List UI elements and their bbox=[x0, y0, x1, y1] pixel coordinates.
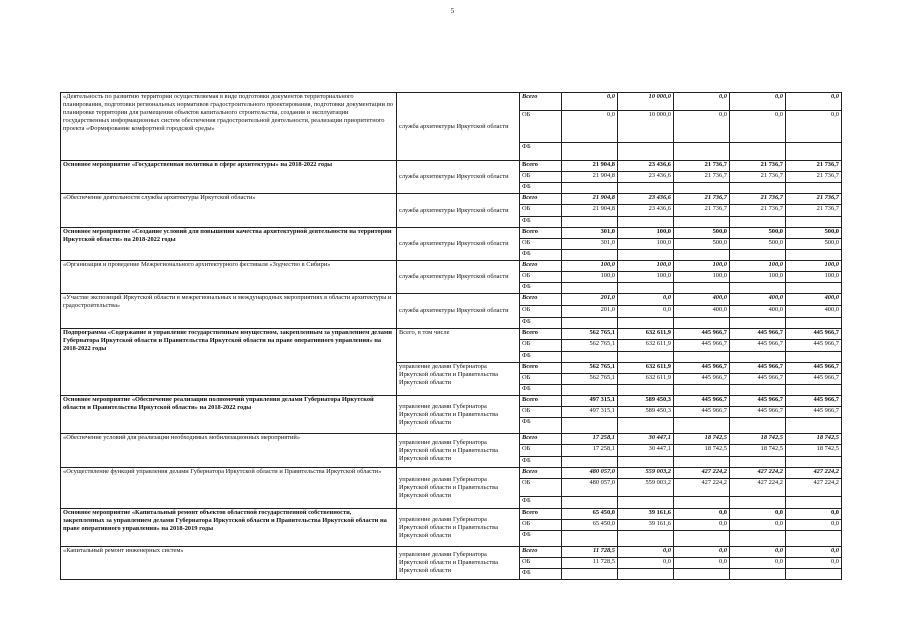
value-cell bbox=[730, 457, 786, 468]
value-cell: 0,0 bbox=[730, 558, 786, 569]
value-cell: 100,0 bbox=[562, 272, 618, 283]
value-cell: 445 966,7 bbox=[786, 407, 842, 418]
budget-table bbox=[60, 92, 842, 580]
value-cell: 100,0 bbox=[786, 261, 842, 272]
value-cell bbox=[786, 497, 842, 509]
executor-cell: управление делами Губернатора Иркутской области и Правительства Иркутской области bbox=[397, 396, 520, 434]
value-cell: 21 736,7 bbox=[786, 194, 842, 205]
value-cell bbox=[730, 217, 786, 228]
value-cell: 0,0 bbox=[674, 520, 730, 531]
value-cell bbox=[786, 318, 842, 329]
funding-source-cell: ОБ bbox=[520, 340, 562, 352]
value-cell: 500,0 bbox=[674, 239, 730, 250]
value-cell: 427 224,2 bbox=[730, 479, 786, 497]
funding-source-cell: Всего bbox=[520, 547, 562, 558]
value-cell: 21 736,7 bbox=[674, 172, 730, 183]
value-cell bbox=[618, 457, 674, 468]
value-cell: 559 003,2 bbox=[618, 468, 674, 479]
value-cell: 21 736,7 bbox=[786, 205, 842, 217]
value-cell: 400,0 bbox=[674, 306, 730, 318]
value-cell: 445 966,7 bbox=[786, 340, 842, 352]
value-cell: 0,0 bbox=[562, 111, 618, 143]
funding-source-cell: Всего bbox=[520, 329, 562, 340]
value-cell: 427 224,2 bbox=[786, 479, 842, 497]
funding-source-cell: Всего bbox=[520, 509, 562, 520]
table-row bbox=[61, 261, 842, 272]
value-cell: 562 765,1 bbox=[562, 374, 618, 385]
value-cell bbox=[674, 457, 730, 468]
executor-cell: управление делами Губернатора Иркутской области и Правительства Иркутской области bbox=[397, 468, 520, 509]
value-cell: 0,0 bbox=[786, 558, 842, 569]
value-cell: 445 966,7 bbox=[674, 363, 730, 374]
measure-description: Основное мероприятие «Государственная политика в сфере архитектуры» на 2018-2022 годы bbox=[61, 161, 397, 194]
value-cell bbox=[730, 283, 786, 294]
value-cell: 0,0 bbox=[730, 509, 786, 520]
value-cell: 0,0 bbox=[674, 558, 730, 569]
table-row bbox=[61, 228, 842, 239]
value-cell: 100,0 bbox=[730, 272, 786, 283]
funding-source-cell: ФБ bbox=[520, 352, 562, 363]
funding-source-cell: Всего bbox=[520, 468, 562, 479]
value-cell bbox=[674, 497, 730, 509]
value-cell: 21 736,7 bbox=[674, 194, 730, 205]
measure-description: Основное мероприятие «Обеспечение реализации полномочий управления делами Губернатора Иркутской области и Правительства Иркутской области» на 2018-2022 годы bbox=[61, 396, 397, 434]
value-cell bbox=[730, 418, 786, 434]
value-cell bbox=[786, 183, 842, 194]
funding-source-cell: ФБ bbox=[520, 497, 562, 509]
executor-cell: служба архитектуры Иркутской области bbox=[397, 161, 520, 194]
value-cell bbox=[674, 318, 730, 329]
value-cell: 445 966,7 bbox=[786, 363, 842, 374]
value-cell bbox=[562, 531, 618, 547]
value-cell bbox=[562, 183, 618, 194]
value-cell: 0,0 bbox=[786, 509, 842, 520]
value-cell: 0,0 bbox=[618, 558, 674, 569]
funding-source-cell: Всего bbox=[520, 194, 562, 205]
value-cell: 18 742,5 bbox=[786, 434, 842, 445]
funding-source-cell: ФБ bbox=[520, 143, 562, 161]
table-row bbox=[61, 329, 842, 340]
value-cell: 201,0 bbox=[562, 294, 618, 306]
value-cell bbox=[674, 352, 730, 363]
measure-description: «Обеспечение деятельности службы архитектуры Иркутской области» bbox=[61, 194, 397, 228]
value-cell: 427 224,2 bbox=[786, 468, 842, 479]
table-row bbox=[61, 396, 842, 407]
value-cell bbox=[786, 250, 842, 261]
value-cell: 23 436,6 bbox=[618, 194, 674, 205]
value-cell: 445 966,7 bbox=[786, 396, 842, 407]
value-cell bbox=[562, 569, 618, 580]
value-cell bbox=[618, 352, 674, 363]
value-cell: 39 161,6 bbox=[618, 509, 674, 520]
table-row bbox=[61, 93, 842, 111]
value-cell: 400,0 bbox=[674, 294, 730, 306]
funding-source-cell: Всего bbox=[520, 93, 562, 111]
funding-source-cell: ФБ bbox=[520, 569, 562, 580]
value-cell: 445 966,7 bbox=[674, 407, 730, 418]
value-cell: 100,0 bbox=[786, 272, 842, 283]
value-cell bbox=[786, 569, 842, 580]
value-cell: 500,0 bbox=[730, 239, 786, 250]
value-cell: 445 966,7 bbox=[674, 329, 730, 340]
funding-source-cell: ОБ bbox=[520, 479, 562, 497]
value-cell bbox=[618, 283, 674, 294]
value-cell: 21 736,7 bbox=[674, 161, 730, 172]
value-cell: 21 736,7 bbox=[786, 161, 842, 172]
value-cell: 400,0 bbox=[730, 294, 786, 306]
value-cell bbox=[562, 352, 618, 363]
funding-source-cell: ОБ bbox=[520, 445, 562, 457]
value-cell: 632 611,9 bbox=[618, 374, 674, 385]
value-cell: 18 742,5 bbox=[730, 445, 786, 457]
funding-source-cell: ФБ bbox=[520, 418, 562, 434]
value-cell: 0,0 bbox=[730, 547, 786, 558]
measure-description: Подпрограмма «Содержание и управление государственным имуществом, закрепленным за управлением делами Губернатора Иркутской области и Правительства Иркутской области на праве оперативного управления» на 2018-2022 годы bbox=[61, 329, 397, 396]
value-cell bbox=[562, 385, 618, 396]
funding-source-cell: ОБ bbox=[520, 558, 562, 569]
funding-source-cell: ОБ bbox=[520, 272, 562, 283]
value-cell: 559 003,2 bbox=[618, 479, 674, 497]
value-cell: 201,0 bbox=[562, 306, 618, 318]
value-cell: 65 450,0 bbox=[562, 520, 618, 531]
value-cell bbox=[786, 217, 842, 228]
table-row bbox=[61, 509, 842, 520]
value-cell: 21 904,8 bbox=[562, 194, 618, 205]
value-cell bbox=[618, 385, 674, 396]
measure-description: «Осуществление функций управления делами Губернатора Иркутской области и Правительства Иркутской области» bbox=[61, 468, 397, 509]
value-cell: 21 736,7 bbox=[730, 194, 786, 205]
executor-cell: управление делами Губернатора Иркутской области и Правительства Иркутской области bbox=[397, 547, 520, 580]
value-cell bbox=[618, 143, 674, 161]
value-cell: 500,0 bbox=[730, 228, 786, 239]
value-cell bbox=[562, 418, 618, 434]
value-cell: 632 611,9 bbox=[618, 340, 674, 352]
measure-description: «Организация и проведение Межрегионального архитектурного фестиваля «Зодчество в Сибири» bbox=[61, 261, 397, 294]
value-cell: 21 736,7 bbox=[674, 205, 730, 217]
value-cell: 0,0 bbox=[674, 509, 730, 520]
measure-description: «Деятельность по развитию территории осуществляемая в виде подготовки документов территориального планирования, подготовки региональных нормативов градостроительного проектирования, подготовки документации по планировке территории для размещения объектов капитального строительства, создания и эксплуатации государственных информационных систем обеспечения градостроительной деятельности, реализации приоритетного проекта «Формирование комфортной городской среды» bbox=[61, 93, 397, 161]
funding-source-cell: Всего bbox=[520, 434, 562, 445]
value-cell: 21 904,8 bbox=[562, 205, 618, 217]
value-cell: 100,0 bbox=[618, 261, 674, 272]
value-cell: 0,0 bbox=[730, 93, 786, 111]
executor-cell: служба архитектуры Иркутской области bbox=[397, 228, 520, 261]
funding-source-cell: Всего bbox=[520, 261, 562, 272]
value-cell bbox=[730, 497, 786, 509]
value-cell: 480 057,0 bbox=[562, 468, 618, 479]
funding-source-cell: ФБ bbox=[520, 283, 562, 294]
funding-source-cell: ФБ bbox=[520, 531, 562, 547]
value-cell: 445 966,7 bbox=[786, 329, 842, 340]
funding-source-cell: ФБ bbox=[520, 457, 562, 468]
table-row bbox=[61, 194, 842, 205]
table-row bbox=[61, 161, 842, 172]
funding-source-cell: ФБ bbox=[520, 183, 562, 194]
funding-source-cell: ОБ bbox=[520, 520, 562, 531]
executor-cell: управление делами Губернатора Иркутской области и Правительства Иркутской области bbox=[397, 509, 520, 547]
value-cell: 100,0 bbox=[618, 239, 674, 250]
value-cell: 23 436,6 bbox=[618, 205, 674, 217]
value-cell bbox=[730, 569, 786, 580]
value-cell: 445 966,7 bbox=[674, 374, 730, 385]
value-cell: 21 904,8 bbox=[562, 161, 618, 172]
value-cell: 445 966,7 bbox=[730, 396, 786, 407]
value-cell: 0,0 bbox=[786, 111, 842, 143]
value-cell bbox=[618, 418, 674, 434]
value-cell: 445 966,7 bbox=[730, 329, 786, 340]
value-cell bbox=[618, 569, 674, 580]
value-cell: 445 966,7 bbox=[730, 374, 786, 385]
value-cell: 400,0 bbox=[730, 306, 786, 318]
value-cell bbox=[674, 217, 730, 228]
value-cell: 0,0 bbox=[786, 93, 842, 111]
funding-source-cell: Всего bbox=[520, 161, 562, 172]
funding-source-cell: Всего bbox=[520, 294, 562, 306]
value-cell bbox=[730, 143, 786, 161]
funding-source-cell: ОБ bbox=[520, 374, 562, 385]
value-cell bbox=[786, 143, 842, 161]
value-cell: 0,0 bbox=[674, 547, 730, 558]
value-cell bbox=[618, 531, 674, 547]
value-cell: 17 258,1 bbox=[562, 445, 618, 457]
funding-source-cell: ОБ bbox=[520, 407, 562, 418]
value-cell: 21 736,7 bbox=[730, 172, 786, 183]
value-cell bbox=[674, 418, 730, 434]
value-cell: 427 224,2 bbox=[730, 468, 786, 479]
value-cell: 445 966,7 bbox=[674, 340, 730, 352]
value-cell: 0,0 bbox=[730, 111, 786, 143]
value-cell: 18 742,5 bbox=[674, 434, 730, 445]
value-cell: 100,0 bbox=[730, 261, 786, 272]
measure-description: «Участие экспозиций Иркутской области в межрегиональных и международных мероприятиях в области архитектуры и градостроительства» bbox=[61, 294, 397, 329]
value-cell: 0,0 bbox=[674, 93, 730, 111]
value-cell: 23 436,6 bbox=[618, 172, 674, 183]
value-cell: 589 450,3 bbox=[618, 396, 674, 407]
value-cell bbox=[618, 217, 674, 228]
value-cell: 100,0 bbox=[674, 261, 730, 272]
value-cell: 301,0 bbox=[562, 239, 618, 250]
funding-source-cell: Всего bbox=[520, 396, 562, 407]
measure-description: Основное мероприятие «Капитальный ремонт объектов областной государственной собственности, закрепленных за управлением делами Губернатора Иркутской области и Правительства Иркутской области на праве оперативного управления» на 2018-2019 годы bbox=[61, 509, 397, 547]
value-cell bbox=[786, 352, 842, 363]
funding-source-cell: ОБ bbox=[520, 306, 562, 318]
value-cell bbox=[730, 352, 786, 363]
value-cell bbox=[562, 497, 618, 509]
value-cell bbox=[674, 385, 730, 396]
value-cell bbox=[562, 143, 618, 161]
measure-description: «Обеспечение условий для реализации необходимых мобилизационных мероприятий» bbox=[61, 434, 397, 468]
value-cell: 589 450,3 bbox=[618, 407, 674, 418]
value-cell bbox=[730, 250, 786, 261]
executor-cell: служба архитектуры Иркутской области bbox=[397, 93, 520, 161]
value-cell: 445 966,7 bbox=[730, 407, 786, 418]
value-cell bbox=[618, 497, 674, 509]
value-cell: 0,0 bbox=[730, 520, 786, 531]
value-cell: 427 224,2 bbox=[674, 468, 730, 479]
value-cell: 500,0 bbox=[674, 228, 730, 239]
funding-source-cell: ОБ bbox=[520, 239, 562, 250]
value-cell: 0,0 bbox=[618, 294, 674, 306]
value-cell: 30 447,1 bbox=[618, 445, 674, 457]
value-cell: 30 447,1 bbox=[618, 434, 674, 445]
value-cell: 400,0 bbox=[786, 294, 842, 306]
value-cell: 0,0 bbox=[618, 547, 674, 558]
value-cell bbox=[674, 183, 730, 194]
value-cell: 21 736,7 bbox=[786, 172, 842, 183]
value-cell: 21 736,7 bbox=[730, 205, 786, 217]
value-cell: 445 966,7 bbox=[674, 396, 730, 407]
value-cell bbox=[562, 283, 618, 294]
value-cell bbox=[786, 283, 842, 294]
table-row bbox=[61, 468, 842, 479]
value-cell: 445 966,7 bbox=[786, 374, 842, 385]
value-cell bbox=[674, 283, 730, 294]
funding-source-cell: ОБ bbox=[520, 205, 562, 217]
value-cell bbox=[674, 143, 730, 161]
value-cell bbox=[618, 318, 674, 329]
value-cell: 427 224,2 bbox=[674, 479, 730, 497]
value-cell bbox=[674, 531, 730, 547]
value-cell: 562 765,1 bbox=[562, 340, 618, 352]
value-cell: 65 450,0 bbox=[562, 509, 618, 520]
funding-source-cell: ОБ bbox=[520, 172, 562, 183]
value-cell: 497 315,1 bbox=[562, 396, 618, 407]
value-cell: 11 728,5 bbox=[562, 558, 618, 569]
value-cell bbox=[674, 250, 730, 261]
value-cell: 497 315,1 bbox=[562, 407, 618, 418]
value-cell: 445 966,7 bbox=[730, 363, 786, 374]
executor-cell: управление делами Губернатора Иркутской области и Правительства Иркутской области bbox=[397, 434, 520, 468]
value-cell: 18 742,5 bbox=[730, 434, 786, 445]
value-cell: 21 904,8 bbox=[562, 172, 618, 183]
value-cell: 100,0 bbox=[618, 272, 674, 283]
value-cell: 17 258,1 bbox=[562, 434, 618, 445]
value-cell: 21 736,7 bbox=[730, 161, 786, 172]
value-cell: 0,0 bbox=[618, 306, 674, 318]
value-cell: 480 057,0 bbox=[562, 479, 618, 497]
funding-source-cell: ФБ bbox=[520, 250, 562, 261]
value-cell: 0,0 bbox=[786, 547, 842, 558]
funding-source-cell: ФБ bbox=[520, 318, 562, 329]
value-cell: 23 436,6 bbox=[618, 161, 674, 172]
value-cell bbox=[786, 385, 842, 396]
value-cell: 0,0 bbox=[562, 93, 618, 111]
executor-cell: управление делами Губернатора Иркутской области и Правительства Иркутской области bbox=[397, 363, 520, 396]
funding-source-cell: Всего bbox=[520, 228, 562, 239]
value-cell: 500,0 bbox=[786, 228, 842, 239]
value-cell bbox=[562, 318, 618, 329]
value-cell: 500,0 bbox=[786, 239, 842, 250]
table-row bbox=[61, 547, 842, 558]
executor-cell: служба архитектуры Иркутской области bbox=[397, 261, 520, 294]
table-row bbox=[61, 294, 842, 306]
value-cell: 10 000,0 bbox=[618, 111, 674, 143]
value-cell: 562 765,1 bbox=[562, 329, 618, 340]
value-cell bbox=[730, 318, 786, 329]
value-cell bbox=[618, 183, 674, 194]
executor-cell: служба архитектуры Иркутской области bbox=[397, 194, 520, 228]
value-cell: 100,0 bbox=[674, 272, 730, 283]
value-cell bbox=[562, 250, 618, 261]
value-cell: 0,0 bbox=[674, 111, 730, 143]
measure-description: «Капитальный ремонт инженерных систем» bbox=[61, 547, 397, 580]
value-cell: 18 742,5 bbox=[674, 445, 730, 457]
value-cell: 632 611,9 bbox=[618, 329, 674, 340]
value-cell: 301,0 bbox=[562, 228, 618, 239]
value-cell: 11 728,5 bbox=[562, 547, 618, 558]
funding-source-cell: ФБ bbox=[520, 217, 562, 228]
value-cell: 18 742,5 bbox=[786, 445, 842, 457]
value-cell: 10 000,0 bbox=[618, 93, 674, 111]
measure-description: Основное мероприятие «Создание условий для повышения качества архитектурной деятельности на территории Иркутской области» на 2018-2022 годы bbox=[61, 228, 397, 261]
value-cell bbox=[674, 569, 730, 580]
value-cell bbox=[562, 217, 618, 228]
value-cell bbox=[730, 531, 786, 547]
table-row bbox=[61, 434, 842, 445]
value-cell: 100,0 bbox=[618, 228, 674, 239]
value-cell bbox=[786, 457, 842, 468]
funding-source-cell: Всего bbox=[520, 363, 562, 374]
value-cell: 0,0 bbox=[786, 520, 842, 531]
value-cell bbox=[786, 531, 842, 547]
value-cell bbox=[730, 183, 786, 194]
value-cell bbox=[786, 418, 842, 434]
value-cell bbox=[562, 457, 618, 468]
value-cell: 632 611,9 bbox=[618, 363, 674, 374]
value-cell: 39 161,6 bbox=[618, 520, 674, 531]
funding-source-cell: ОБ bbox=[520, 111, 562, 143]
funding-source-cell: ФБ bbox=[520, 385, 562, 396]
value-cell bbox=[730, 385, 786, 396]
value-cell: 445 966,7 bbox=[730, 340, 786, 352]
executor-cell: Всего, в том числе bbox=[397, 329, 520, 363]
value-cell bbox=[618, 250, 674, 261]
page-number: 5 bbox=[450, 7, 455, 15]
value-cell: 562 765,1 bbox=[562, 363, 618, 374]
executor-cell: служба архитектуры Иркутской области bbox=[397, 294, 520, 329]
value-cell: 400,0 bbox=[786, 306, 842, 318]
value-cell: 100,0 bbox=[562, 261, 618, 272]
